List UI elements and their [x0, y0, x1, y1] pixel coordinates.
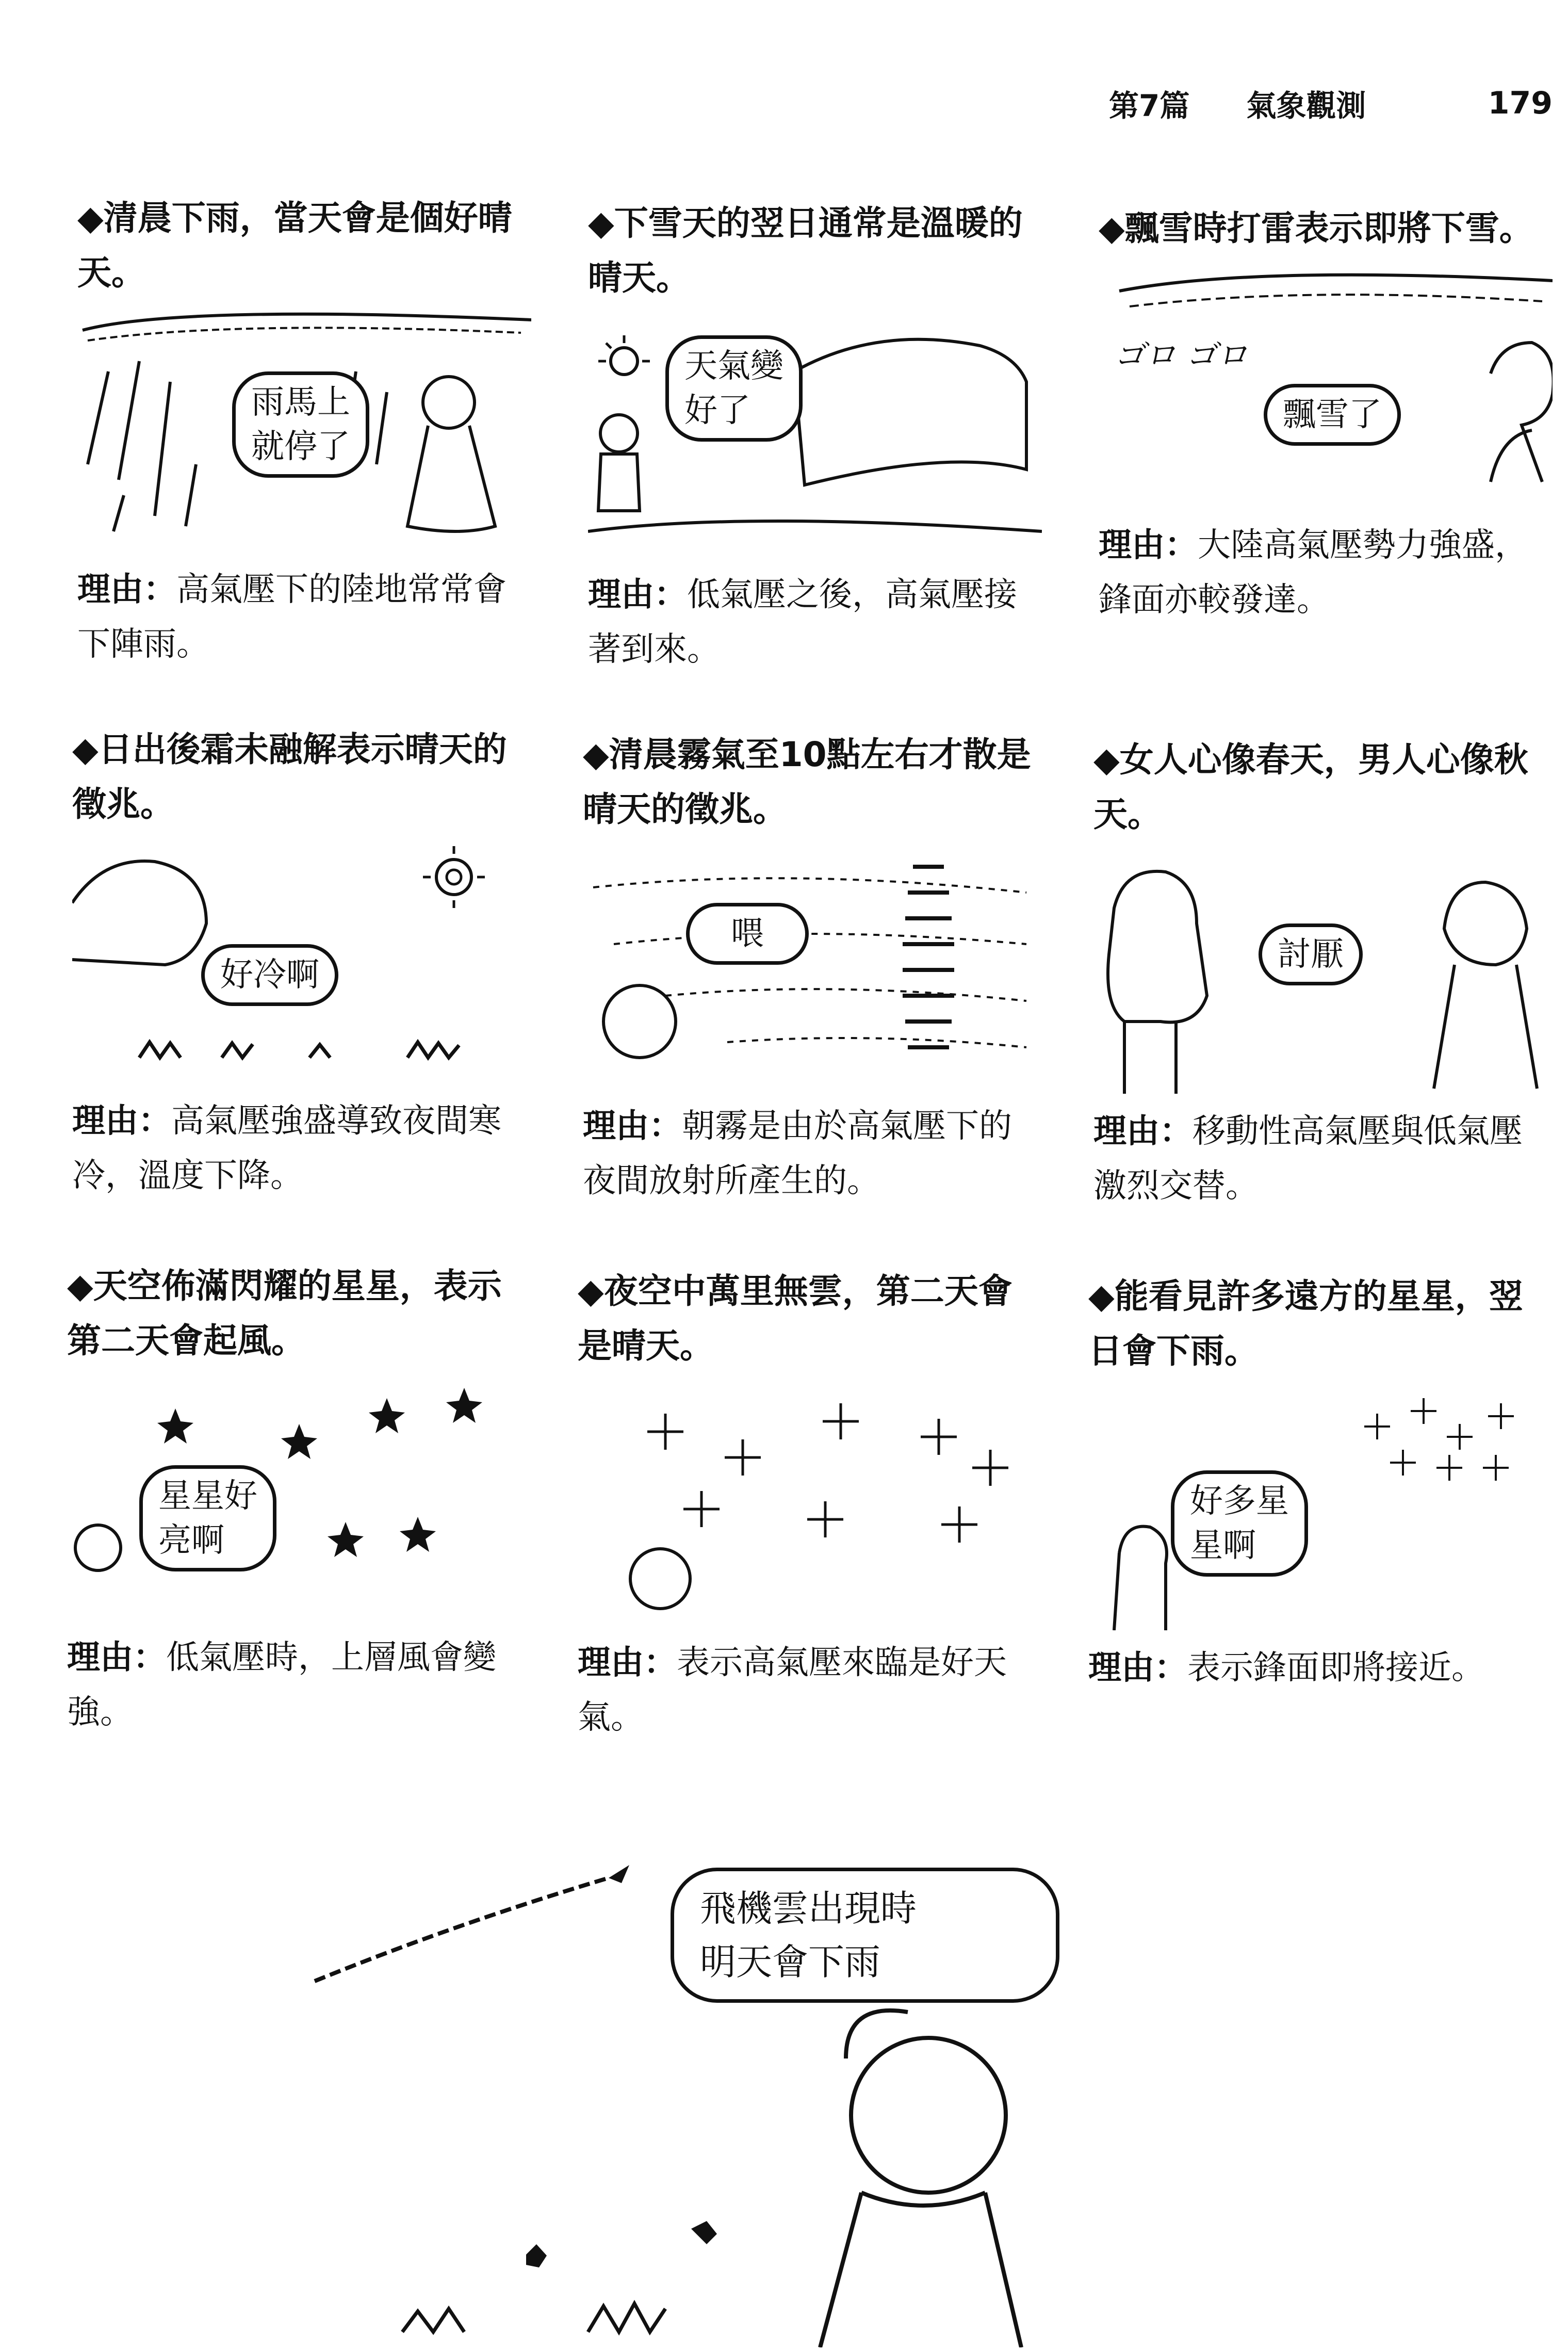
proverb-cell-5 — [583, 727, 1037, 1208]
fog-drawing — [583, 846, 1037, 1089]
reason-body: 表示高氣壓來臨是好天氣。 — [578, 1644, 1007, 1737]
shining-stars-drawing — [67, 1377, 521, 1620]
proverb-text: ◆下雪天的翌日通常是溫暖的晴天。 — [588, 203, 1023, 298]
reason-text — [578, 1635, 1032, 1745]
reason-label: 理由： — [1093, 1112, 1193, 1150]
reason-body: 大陸高氣壓勢力強盛，鋒面亦較發達。 — [1099, 526, 1528, 619]
proverb-cell-9 — [1088, 1269, 1542, 1695]
proverb-cell-2 — [588, 196, 1042, 677]
reason-text — [72, 1094, 526, 1203]
reason-label: 理由： — [583, 1107, 682, 1145]
proverb-text: ◆清晨霧氣至10點左右才散是晴天的徵兆。 — [583, 735, 1031, 829]
airplane-icon — [609, 1865, 629, 1883]
speech-bubble: 好多星 星啊 — [1171, 1470, 1308, 1577]
proverb-cell-8 — [578, 1264, 1032, 1745]
bubble-line-2: 明天會下雨 — [700, 1941, 880, 1983]
reason-label: 理由： — [588, 576, 687, 614]
speech-bubble — [671, 1868, 1059, 2003]
illustration-snow — [588, 315, 1042, 557]
reason-label: 理由： — [67, 1639, 166, 1677]
speech-bubble: 喂 — [686, 903, 809, 965]
illustration-couple — [1093, 851, 1547, 1094]
reason-label: 理由： — [1088, 1649, 1187, 1687]
reason-text — [1093, 1104, 1547, 1213]
page-number: 179 — [1488, 85, 1553, 121]
contrail-illustration — [299, 1837, 1331, 2347]
reason-body: 低氣壓之後，高氣壓接著到來。 — [588, 576, 1017, 669]
proverb-text: ◆能看見許多遠方的星星，翌日會下雨。 — [1088, 1276, 1523, 1371]
proverb-cell-6 — [1093, 733, 1547, 1213]
reason-text — [588, 568, 1042, 677]
speech-bubble: 星星好 亮啊 — [139, 1465, 276, 1571]
speech-bubble: 討厭 — [1259, 923, 1363, 985]
proverb-text: ◆女人心像春天，男人心像秋天。 — [1093, 740, 1528, 834]
proverb-cell-4 — [72, 722, 526, 1203]
reason-body: 朝霧是由於高氣壓下的夜間放射所產生的。 — [583, 1107, 1012, 1200]
proverb-cell-1 — [77, 191, 531, 672]
speech-bubble: 飄雪了 — [1264, 384, 1401, 446]
distant-stars-drawing — [1088, 1388, 1542, 1630]
illustration-fog — [583, 846, 1037, 1089]
bubble-line-1: 飛機雲出現時 — [700, 1887, 917, 1930]
reason-body: 低氣壓時，上層風會變強。 — [67, 1639, 496, 1731]
reason-body: 高氣壓下的陸地常常會下陣雨。 — [77, 571, 507, 663]
page-header — [1109, 83, 1553, 124]
proverb-text: ◆飄雪時打雷表示即將下雪。 — [1099, 208, 1533, 248]
speech-bubble: 天氣變 好了 — [665, 335, 803, 442]
chapter-label: 第7篇 — [1109, 88, 1190, 123]
reason-body: 高氣壓強盛導致夜間寒冷，溫度下降。 — [72, 1102, 501, 1195]
reason-label: 理由： — [578, 1644, 677, 1682]
illustration-distant-stars — [1088, 1388, 1542, 1630]
speech-bubble: 雨馬上 就停了 — [232, 371, 369, 478]
reason-label: 理由： — [77, 571, 176, 609]
illustration-shining-stars — [67, 1377, 521, 1620]
reason-label: 理由： — [1099, 526, 1198, 564]
speech-bubble: 好冷啊 — [201, 944, 338, 1006]
thunder-sound-effect: ゴロ ゴロ — [1114, 337, 1248, 374]
proverb-cell-7 — [67, 1259, 521, 1740]
clear-sky-drawing — [578, 1383, 1032, 1625]
illustration-rain — [77, 310, 531, 552]
reason-text — [1088, 1641, 1542, 1695]
reason-label: 理由： — [72, 1102, 171, 1140]
reason-text — [77, 562, 531, 672]
reason-body: 移動性高氣壓與低氣壓激烈交替。 — [1093, 1112, 1523, 1205]
snow-drawing — [588, 315, 1042, 557]
reason-text — [1099, 518, 1553, 627]
reason-body: 表示鋒面即將接近。 — [1187, 1649, 1484, 1687]
chapter-title: 氣象觀測 — [1246, 88, 1366, 123]
proverb-text: ◆日出後霜未融解表示晴天的徵兆。 — [72, 730, 507, 824]
proverb-text: ◆清晨下雨，當天會是個好晴天。 — [77, 198, 512, 293]
proverb-text: ◆天空佈滿閃耀的星星，表示第二天會起風。 — [67, 1266, 502, 1360]
proverb-cell-3 — [1099, 201, 1553, 627]
reason-text — [67, 1630, 521, 1740]
reason-text — [583, 1099, 1037, 1208]
illustration-frost — [72, 841, 526, 1083]
illustration-clear-sky — [578, 1383, 1032, 1625]
proverb-text: ◆夜空中萬里無雲，第二天會是晴天。 — [578, 1271, 1012, 1366]
illustration-thunder — [1099, 265, 1553, 508]
